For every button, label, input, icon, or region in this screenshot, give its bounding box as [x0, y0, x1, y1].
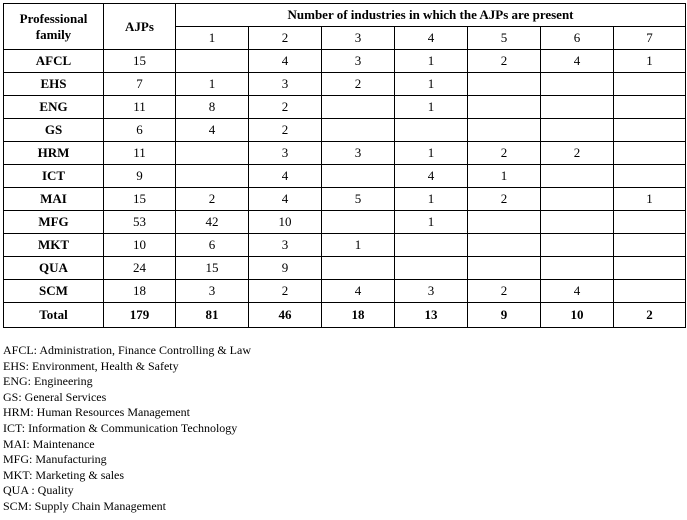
ajps-cell: 53	[104, 211, 176, 234]
legend-item: ENG: Engineering	[3, 374, 93, 389]
industry-count-cell	[395, 119, 468, 142]
header-industries: Number of industries in which the AJPs are present	[176, 4, 686, 27]
legend-item: GS: General Services	[3, 389, 107, 404]
industry-count-cell	[614, 73, 686, 96]
table-row	[4, 280, 686, 303]
table-row	[4, 73, 686, 96]
industry-count-cell: 1	[395, 50, 468, 73]
table-row	[4, 142, 686, 165]
industry-count-cell	[468, 257, 541, 280]
table-row	[4, 119, 686, 142]
industry-count-cell: 3	[249, 142, 322, 165]
family-cell: MFG	[4, 211, 104, 234]
industry-count-cell	[468, 234, 541, 257]
ajps-cell: 9	[104, 165, 176, 188]
industry-count-header: 5	[468, 27, 541, 50]
industry-count-cell	[176, 142, 249, 165]
industry-count-header: 3	[322, 27, 395, 50]
ajps-cell: 15	[104, 188, 176, 211]
ajps-cell: 10	[104, 234, 176, 257]
table-row	[4, 211, 686, 234]
ajps-cell: 11	[104, 142, 176, 165]
industry-count-cell	[468, 211, 541, 234]
industry-count-cell: 9	[468, 303, 541, 328]
legend-item: SCM: Supply Chain Management	[3, 498, 166, 513]
industry-count-cell: 4	[249, 188, 322, 211]
table-row	[4, 50, 686, 73]
header-ajps: AJPs	[104, 4, 176, 50]
industry-count-cell	[322, 257, 395, 280]
industry-count-cell	[614, 142, 686, 165]
industry-count-cell: 3	[322, 142, 395, 165]
family-cell: EHS	[4, 73, 104, 96]
industry-count-cell: 3	[249, 73, 322, 96]
legend-item: MFG: Manufacturing	[3, 452, 107, 467]
industry-count-cell	[614, 234, 686, 257]
industry-count-cell	[614, 211, 686, 234]
industry-count-cell: 1	[395, 73, 468, 96]
industry-count-cell: 4	[249, 50, 322, 73]
industry-count-cell: 81	[176, 303, 249, 328]
table-row	[4, 234, 686, 257]
legend-item: MKT: Marketing & sales	[3, 467, 125, 482]
legend-item: MAI: Maintenance	[3, 436, 95, 451]
legend-item: EHS: Environment, Health & Safety	[3, 358, 179, 373]
industry-count-cell	[541, 119, 614, 142]
industry-count-cell: 3	[395, 280, 468, 303]
table-row	[4, 96, 686, 119]
ajps-cell: 7	[104, 73, 176, 96]
industry-count-cell: 9	[249, 257, 322, 280]
industry-count-cell	[176, 50, 249, 73]
ajps-cell: 6	[104, 119, 176, 142]
industry-count-cell: 1	[176, 73, 249, 96]
industry-count-cell: 2	[249, 119, 322, 142]
industry-count-cell: 3	[176, 280, 249, 303]
industry-count-cell: 3	[322, 50, 395, 73]
industry-count-cell	[541, 165, 614, 188]
industry-count-cell: 2	[468, 188, 541, 211]
industry-count-cell	[614, 165, 686, 188]
family-cell: ICT	[4, 165, 104, 188]
ajps-cell: 24	[104, 257, 176, 280]
industry-count-cell: 18	[322, 303, 395, 328]
industry-count-cell	[614, 257, 686, 280]
legend-item: ICT: Information & Communication Technology	[3, 420, 238, 435]
industry-count-cell	[468, 73, 541, 96]
industry-count-cell: 4	[249, 165, 322, 188]
industry-count-cell: 2	[468, 50, 541, 73]
family-cell: QUA	[4, 257, 104, 280]
industry-count-cell	[614, 96, 686, 119]
industry-count-cell: 10	[541, 303, 614, 328]
industry-count-cell	[541, 211, 614, 234]
industry-count-cell: 1	[395, 188, 468, 211]
industry-count-header: 7	[614, 27, 686, 50]
industry-count-cell: 15	[176, 257, 249, 280]
industry-count-cell: 2	[614, 303, 686, 328]
table-row	[4, 188, 686, 211]
industry-count-cell: 5	[322, 188, 395, 211]
industry-count-cell	[541, 73, 614, 96]
family-cell: SCM	[4, 280, 104, 303]
total-row	[4, 303, 686, 328]
legend-item: AFCL: Administration, Finance Controlling & Law	[3, 343, 251, 357]
ajps-cell: 18	[104, 280, 176, 303]
industry-count-cell	[541, 234, 614, 257]
industry-count-cell: 2	[176, 188, 249, 211]
legend-item: QUA : Quality	[3, 483, 74, 498]
industry-count-cell: 2	[249, 280, 322, 303]
industry-count-cell: 1	[395, 211, 468, 234]
table-body	[4, 50, 686, 328]
industry-count-cell: 4	[541, 50, 614, 73]
family-cell: ENG	[4, 96, 104, 119]
industry-count-cell: 2	[468, 142, 541, 165]
industry-count-cell	[176, 165, 249, 188]
total-label: Total	[4, 303, 104, 328]
industry-count-cell: 1	[614, 188, 686, 211]
header-professional-family: Professional family	[4, 4, 104, 50]
table-row	[4, 257, 686, 280]
industry-count-cell: 2	[322, 73, 395, 96]
industry-count-cell: 2	[541, 142, 614, 165]
family-cell: MKT	[4, 234, 104, 257]
industry-count-cell: 4	[176, 119, 249, 142]
industry-count-header: 2	[249, 27, 322, 50]
industry-count-cell	[468, 119, 541, 142]
industry-count-cell	[395, 257, 468, 280]
industry-count-cell: 4	[395, 165, 468, 188]
industry-count-cell	[395, 234, 468, 257]
industry-count-cell	[468, 96, 541, 119]
industry-count-cell: 8	[176, 96, 249, 119]
family-cell: GS	[4, 119, 104, 142]
industry-count-cell: 1	[395, 142, 468, 165]
industry-count-cell	[614, 119, 686, 142]
family-cell: HRM	[4, 142, 104, 165]
ajps-cell: 11	[104, 96, 176, 119]
industry-count-cell: 6	[176, 234, 249, 257]
abbreviation-legend	[3, 343, 251, 515]
industry-count-cell	[322, 211, 395, 234]
industry-count-cell: 3	[249, 234, 322, 257]
legend-item: HRM: Human Resources Management	[3, 405, 190, 420]
ajps-cell: 15	[104, 50, 176, 73]
ajp-table	[3, 3, 686, 328]
industry-count-cell: 1	[322, 234, 395, 257]
industry-count-cell: 1	[614, 50, 686, 73]
industry-count-cell	[614, 280, 686, 303]
industry-count-cell: 13	[395, 303, 468, 328]
industry-count-cell	[541, 188, 614, 211]
industry-count-cell: 10	[249, 211, 322, 234]
industry-count-cell	[541, 96, 614, 119]
industry-count-header: 6	[541, 27, 614, 50]
industry-count-cell: 1	[395, 96, 468, 119]
industry-count-cell	[322, 119, 395, 142]
industry-count-cell: 1	[468, 165, 541, 188]
industry-count-cell: 46	[249, 303, 322, 328]
ajps-cell: 179	[104, 303, 176, 328]
family-cell: AFCL	[4, 50, 104, 73]
industry-count-cell	[322, 96, 395, 119]
industry-count-cell: 4	[322, 280, 395, 303]
table-row	[4, 165, 686, 188]
family-cell: MAI	[4, 188, 104, 211]
industry-count-cell	[322, 165, 395, 188]
industry-count-header: 4	[395, 27, 468, 50]
industry-count-cell: 2	[249, 96, 322, 119]
industry-count-cell	[541, 257, 614, 280]
industry-count-cell: 2	[468, 280, 541, 303]
industry-count-header: 1	[176, 27, 249, 50]
industry-count-cell: 4	[541, 280, 614, 303]
industry-count-cell: 42	[176, 211, 249, 234]
